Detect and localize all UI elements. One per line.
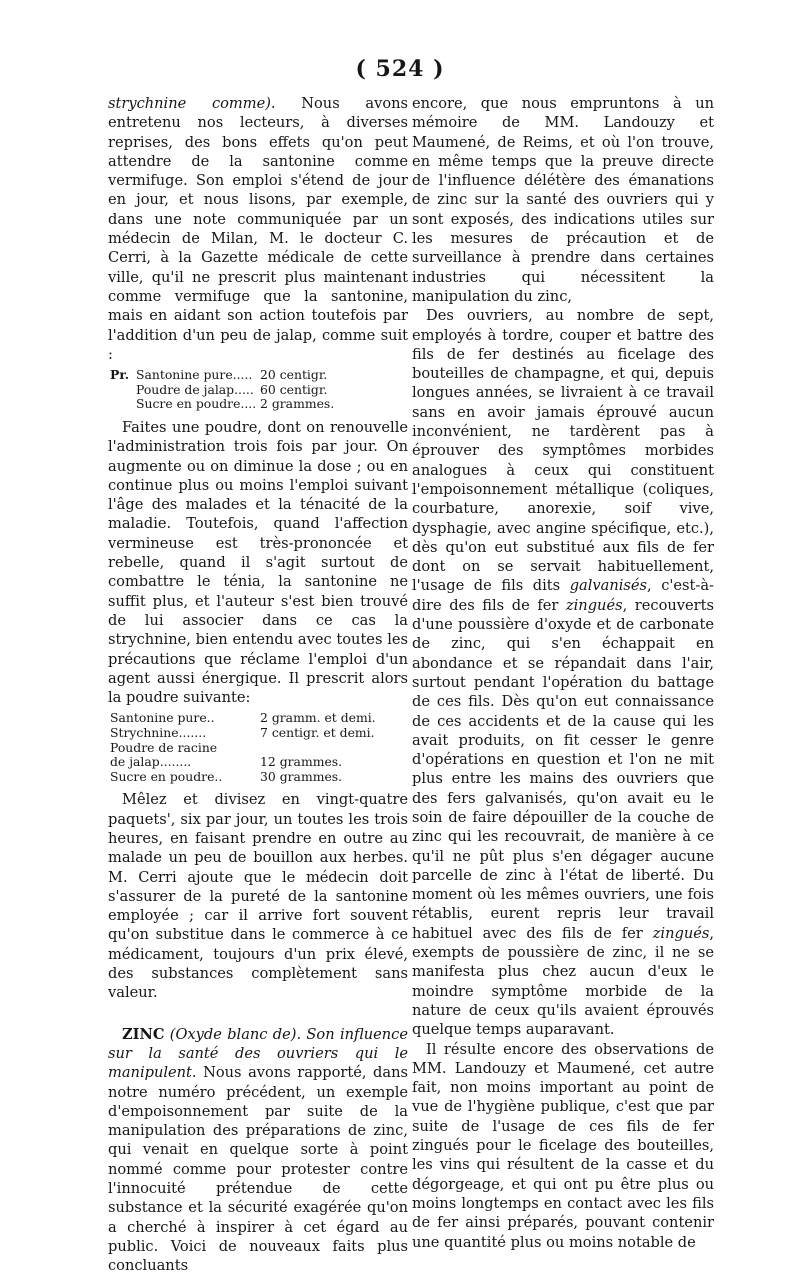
recipe-ingredient: de jalap........ [110,755,192,770]
paragraph-text: , recouverts d'une poussière d'oxyde et de carbonate de zinc, qui s'en échappait en abondance et se répandait dans l'air, surtout pendant l'opération du battage de ces fils. Dès qu'on eut connaissance de ces accidents et de la cause qui les avait produits, on fit cesser le genre d'opérations en question et l'on ne mit plus entre les mains des ouvriers que des fers galvanisés, qu'on avait eu le soin de faire dépouiller de la couche de zinc qui les recouvrait, de manière à ce qu'il ne pût plus s'en dégager aucune parcelle de zinc à l'état de liberté. Du moment où les mêmes ouvriers, une fois rétablis, eurent repris leur travail habituel avec des fils de fer [412,596,714,942]
recipe-row [110,726,408,741]
italic-term: zingués [565,596,623,614]
recipe-row [110,711,408,726]
paragraph-text: , exempts de poussière de zinc, il ne se manifesta plus chez aucun d'eux le moindre symptôme morbide de la nature de ceux qu'ils avaient éprouvés quelque temps auparavant. [412,924,714,1039]
recipe-santonine-strychnine [110,711,408,784]
recipe-quantity: 60 centigr. [260,381,328,397]
recipe-row [110,368,408,383]
recipe-ingredient: Sucre en poudre.. [110,769,223,784]
page-number: ( 524 ) [355,56,445,82]
article-heading-zinc: ZINC [122,1025,165,1043]
section-divider [108,1003,408,1025]
recipe-quantity: 20 centigr. [260,367,328,383]
zinc-article-paragraph [108,1025,408,1275]
observations-paragraph: Il résulte encore des observations de MM. Landouzy et Maumené, cet autre fait, non moins important au point de vue de l'hygiène publique, c'est que par suite de l'usage de ces fils de fer zingués pour le ficelage des bouteilles, les vins qui résultent de la casse et du dégorgeage, et qui ont pu être plus ou moins longtemps en contact avec les fils de fer ainsi préparés, pouvant contenir une quantité plus ou moins notable de [412,1040,714,1251]
italic-term: zingués [652,924,710,942]
recipe-quantity: 12 grammes. [260,754,343,770]
article-subtitle: (Oxyde blanc de). Son influence sur la santé des ouvriers qui le manipulent. [108,1025,408,1082]
continuation-paragraph: encore, que nous empruntons à un mémoire de MM. Landouzy et Maumené, de Reims, et où l'on trouve, en même temps que la preuve directe de l'influence délétère des émanations de zinc sur la santé des ouvriers qui y sont exposés, des indications utiles sur les mesures de précaution et de surveillance à prendre dans certaines industries qui nécessitent la manipulation du zinc, [412,95,714,305]
recipe-row [110,770,408,785]
recipe-ingredient: Poudre de racine [110,740,218,755]
recipe-ingredient: Strychnine....... [110,725,207,740]
paragraph-text: Nous avons rapporté, dans notre numéro précédent, un exemple d'empoisonnement par suite de la manipulation des préparations de zinc, qui venait en quelque sorte à point nommé comme pour protester contre l'innocuité prétendue de cette substance et la sécurité exagérée qu'on a cherché à inspirer à cet égard au public. Voici de nouveaux faits plus concluants [108,1064,408,1275]
recipe-ingredient: Sucre en poudre.... [136,397,257,412]
santonine-paragraph [108,94,408,364]
recipe-quantity: 30 grammes. [260,768,343,784]
recipe-quantity: 2 grammes. [260,396,335,412]
recipe-ingredient: Poudre de jalap..... [136,382,254,397]
recipe-quantity: 7 centigr. et demi. [260,724,375,740]
right-column [412,94,714,1252]
workers-paragraph [412,306,714,1039]
recipe-quantity: 2 gramm. et demi. [260,710,376,726]
paragraph-text: Des ouvriers, au nombre de sept, employés à tordre, couper et battre des fils de fer destinés au ficelage des bouteilles de champagne, et qui, depuis longues années, se livraient à ce travail sans en avoir jamais éprouvé aucun inconvénient, ne tardèrent pas à éprouver des symptômes morbides analogues à ceux qui constituent l'empoisonnement métallique (coliques, courbature, anorexie, soif vive, dysphagie, avec angine spécifique, etc.), dès qu'on eut substitué aux fils de fer dont on se servait habituellement, l'usage de fils dits [412,307,714,595]
paragraph-lead-italic: strychnine comme) [108,95,271,112]
recipe-ingredient: Santonine pure.. [110,711,215,726]
recipe-santonine-jalap [110,368,408,412]
dosage-paragraph: Mêlez et divisez en vingt-quatre paquets', six par jour, un toutes les trois heures, en faisant prendre en outre au malade un peu de bouillon aux herbes. M. Cerri ajoute que le médecin doit s'assurer de la pureté de la santonine employée ; car il arrive fort souvent qu'on substitue dans le commerce à ce médicament, toujours d'un prix élevé, des substances complètement sans valeur. [108,791,408,1002]
paragraph-text: . Nous avons entretenu nos lecteurs, à diverses reprises, des bons effets qu'on peut attendre de la santonine comme vermifuge. Son emploi s'étend de jour en jour, et nous lisons, par exemple, dans une note communiquée par un médecin de Milan, M. le docteur C. Cerri, à la Gazette médicale de cette ville, qu'il ne prescrit plus maintenant comme vermifuge que la santonine, mais en aidant son action toutefois par l'addition d'un peu de jalap, comme suit : [108,95,409,363]
recipe-prefix: Pr. [110,368,130,383]
recipe-quantity [260,741,408,756]
recipe-row [110,397,408,412]
left-column [108,94,408,1275]
italic-term: galvanisés [569,577,648,595]
paragraph-text: , c'est-à-dire des fils de fer [412,577,714,614]
recipe-ingredient: Pr. Santonine pure..... [110,368,253,383]
strychnine-paragraph: Faites une poudre, dont on renouvelle l'administration trois fois par jour. On augmente ou on diminue la dose ; ou en continue plus ou moins l'emploi suivant l'âge des malades et la ténacité de la maladie. Toutefois, quand l'affection vermineuse est très-prononcée et rebelle, quand il s'agit surtout de combattre le ténia, la santonine ne suffit plus, et l'auteur s'est bien trouvé de lui associer dans ce cas la strychnine, bien entendu avec toutes les précautions que réclame l'emploi d'un agent aussi énergique. Il prescrit alors la poudre suivante: [108,418,408,707]
recipe-row [110,383,408,398]
recipe-row [110,741,408,756]
recipe-row [110,755,408,770]
